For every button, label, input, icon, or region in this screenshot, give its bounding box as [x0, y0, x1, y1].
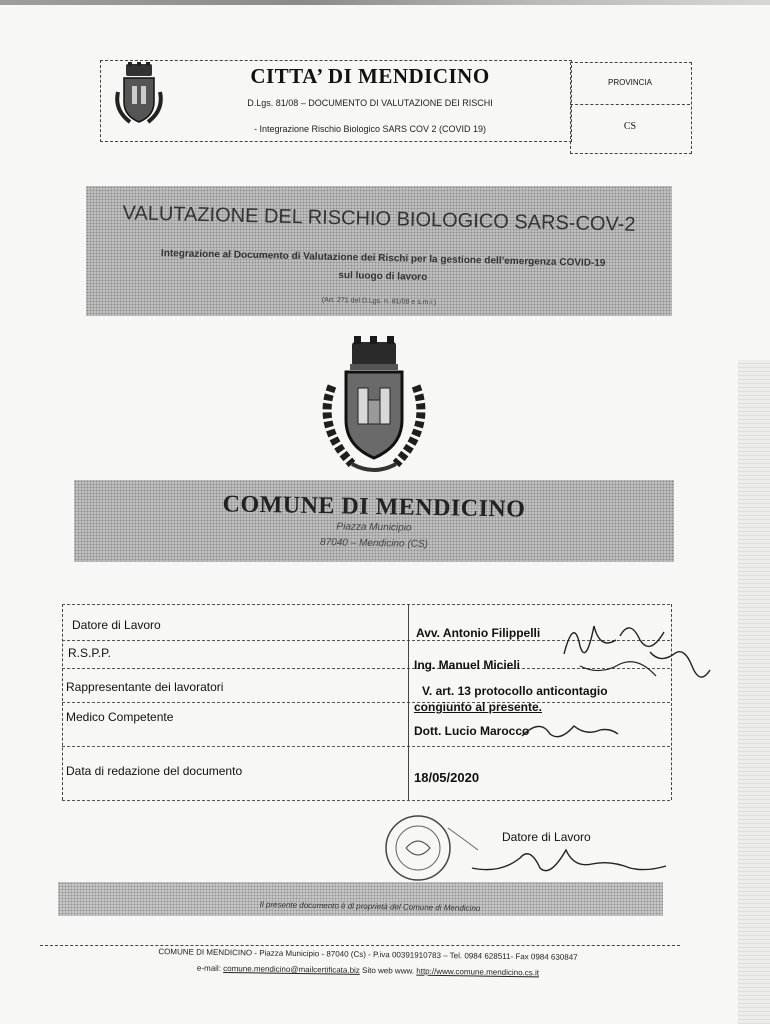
footer-website-link[interactable]: http://www.comune.mendicino.cs.it	[416, 966, 540, 978]
municipality-name: COMUNE DI MENDICINO	[222, 491, 526, 523]
table-row-label: Datore di Lavoro	[72, 618, 161, 632]
footer-contacts: COMUNE DI MENDICINO - Piazza Municipio - 87040 (Cs) - P.iva 00391910783 – Tel. 0984 628511- Fax 0984 630847	[158, 947, 578, 962]
handwritten-signature-icon	[560, 606, 720, 702]
table-row-label: Rappresentante dei lavoratori	[66, 680, 224, 694]
header-subtitle-integration: - Integrazione Rischio Biologico SARS COV 2 (COVID 19)	[253, 124, 487, 134]
table-row-label: Data di redazione del documento	[66, 764, 243, 778]
ownership-strip	[58, 882, 663, 916]
province-divider	[570, 104, 690, 105]
document-date: 18/05/2020	[414, 770, 480, 785]
table-row-value-continued: congiunto al presente.	[414, 700, 543, 714]
province-box	[570, 62, 692, 154]
table-row-value: Ing. Manuel Micieli	[414, 658, 521, 672]
table-column-divider	[408, 604, 409, 800]
document-title: VALUTAZIONE DEL RISCHIO BIOLOGICO SARS-COV-2	[122, 202, 636, 236]
municipality-address: Piazza Municipio	[336, 521, 412, 534]
handwritten-signature-icon	[470, 838, 670, 878]
scan-top-edge	[0, 0, 770, 5]
ownership-notice: Il presente documento è di proprietà del Comune di Mendicino	[259, 900, 481, 913]
table-row-value: Avv. Antonio Filippelli	[416, 626, 541, 640]
municipality-postal: 87040 – Mendicino (CS)	[319, 537, 429, 550]
table-rule	[62, 746, 670, 747]
table-row-label: R.S.P.P.	[68, 646, 111, 660]
footer-site-label: Sito web www.	[362, 965, 415, 976]
table-row-value: Dott. Lucio Marocco	[414, 724, 530, 738]
table-rule	[62, 800, 670, 801]
table-row-label: Medico Competente	[66, 710, 174, 724]
footer-web	[58, 962, 678, 980]
coat-of-arms-icon	[312, 336, 436, 476]
signature-label: Datore di Lavoro	[502, 830, 591, 844]
province-code: CS	[623, 121, 637, 132]
footer-email-link[interactable]: comune.mendicino@mailcertificata.biz	[223, 963, 360, 975]
document-subtitle-line2: sul luogo di lavoro	[338, 269, 428, 284]
table-rule	[62, 702, 670, 703]
legal-reference: (Art. 271 del D.Lgs. n. 81/08 e s.m.i.)	[321, 296, 437, 307]
table-rule	[62, 604, 670, 605]
footer-email-label: e-mail:	[196, 963, 222, 973]
document-subtitle-line1: Integrazione al Documento di Valutazione dei Rischi per la gestione dell’emergenza COVID-19	[160, 247, 606, 270]
municipal-crest-icon	[112, 62, 166, 126]
header-title: CITTA’ DI MENDICINO	[250, 64, 490, 88]
table-row-value: V. art. 13 protocollo anticontagio	[422, 684, 608, 698]
header-subtitle: D.Lgs. 81/08 – DOCUMENTO DI VALUTAZIONE DEI RISCHI	[247, 98, 493, 108]
scan-right-edge	[738, 360, 770, 1024]
handwritten-signature-icon	[520, 716, 620, 744]
province-label: PROVINCIA	[607, 78, 652, 87]
